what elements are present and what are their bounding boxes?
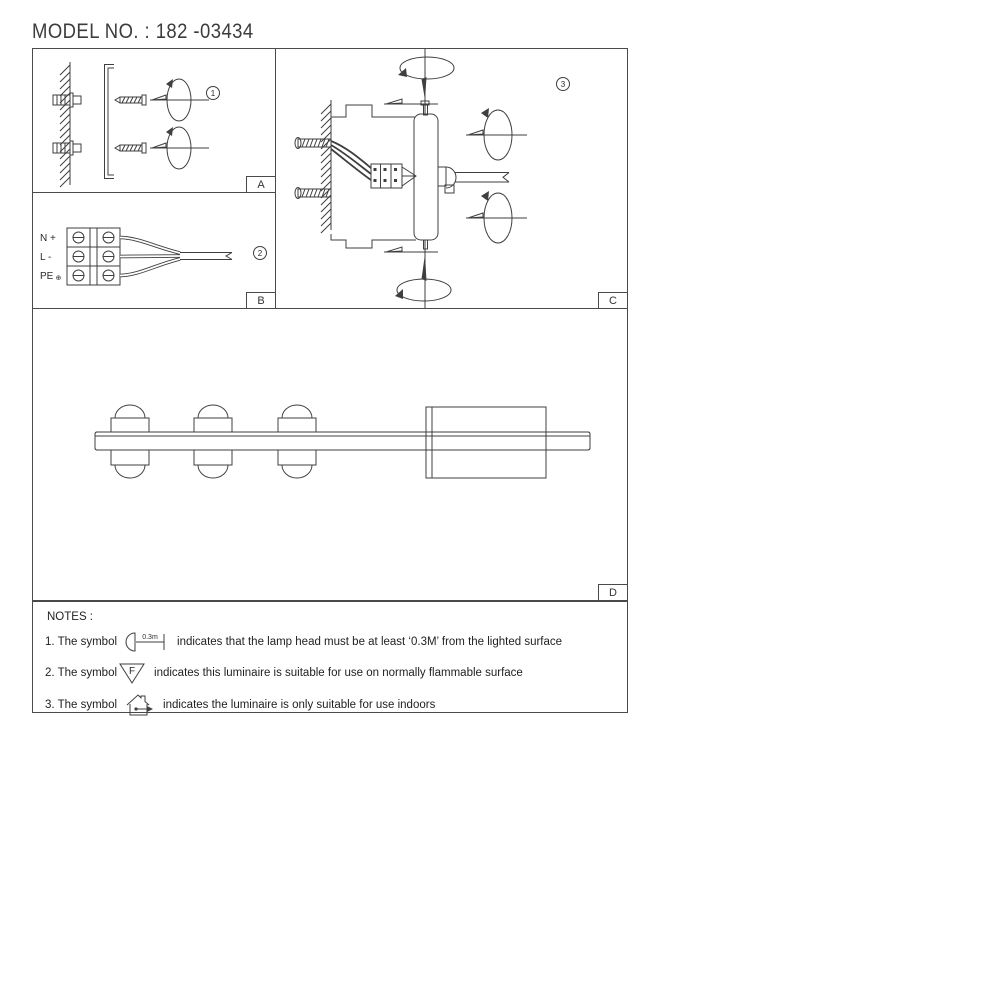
cable-gland-and-cord xyxy=(438,167,509,193)
step-number: 3 xyxy=(560,80,566,89)
indoor-use-only-icon xyxy=(124,692,156,718)
wall-with-hatching xyxy=(321,100,331,233)
luminaire-drawing xyxy=(33,309,627,600)
wall-with-hatching xyxy=(60,62,70,187)
note-item-1 xyxy=(45,630,615,654)
note-item-2 xyxy=(45,661,615,685)
note-1-text: indicates that the lamp head must be at least ‘0.3M’ from the lighted surface xyxy=(177,636,563,648)
panel-b-wiring xyxy=(32,192,276,309)
note-2-prefix: 2. The symbol xyxy=(45,667,118,679)
panel-b-tag: B xyxy=(246,292,276,309)
wiring-diagram xyxy=(33,193,275,308)
flammable-surface-label: F xyxy=(128,666,136,677)
side-rotation-arrow-lower xyxy=(466,191,527,243)
supply-wires xyxy=(120,238,180,276)
notes-heading: NOTES : xyxy=(47,611,94,623)
note-item-3 xyxy=(45,692,615,718)
terminal-label-earth: PE xyxy=(40,271,54,282)
supply-cable xyxy=(180,253,232,260)
step-number-badge xyxy=(207,87,220,100)
connection-wires xyxy=(331,141,371,180)
terminal-block xyxy=(371,164,402,188)
step-number-badge xyxy=(557,78,570,91)
notes-section xyxy=(32,601,628,713)
step-number: 2 xyxy=(257,249,263,258)
panel-d-luminaire xyxy=(32,308,628,601)
terminal-labels xyxy=(40,233,62,282)
panel-a-tag: A xyxy=(246,176,276,193)
step-number-badge xyxy=(254,247,267,260)
terminal-label-neutral: N + xyxy=(40,233,56,244)
note-1-prefix: 1. The symbol xyxy=(45,636,118,648)
note-3-text: indicates the luminaire is only suitable for use indoors xyxy=(163,699,436,711)
panel-c-tag: C xyxy=(598,292,628,309)
note-2-text: indicates this luminaire is suitable for use on normally flammable surface xyxy=(154,667,523,679)
mounting-screw xyxy=(115,95,146,153)
side-rotation-arrow-upper xyxy=(466,108,527,160)
panel-a-wall-fixing xyxy=(32,48,276,193)
terminal-block xyxy=(67,228,120,285)
note-3-prefix: 3. The symbol xyxy=(45,699,118,711)
page-title: MODEL NO. : 182 -03434 xyxy=(32,20,254,43)
min-distance-label: 0.3m xyxy=(142,634,158,641)
wall-fixing-diagram xyxy=(33,49,275,192)
mounting-bracket xyxy=(105,65,115,179)
support-bar xyxy=(95,432,590,450)
panel-c-assembly xyxy=(275,48,628,309)
top-adjustment-screw xyxy=(384,57,454,115)
assembly-diagram xyxy=(276,49,627,308)
lamp-body xyxy=(414,114,438,240)
wall-screw xyxy=(295,138,331,199)
panel-d-tag: D xyxy=(598,584,628,601)
screw-rotation-arrow xyxy=(150,79,209,169)
min-distance-0-3m-icon xyxy=(124,630,170,654)
flammable-surface-f-icon xyxy=(117,661,147,685)
terminal-label-live: L - xyxy=(40,252,52,263)
step-number: 1 xyxy=(210,89,216,98)
earth-symbol-icon: ⊕ xyxy=(55,275,62,282)
bottom-adjustment-screw xyxy=(384,240,451,301)
